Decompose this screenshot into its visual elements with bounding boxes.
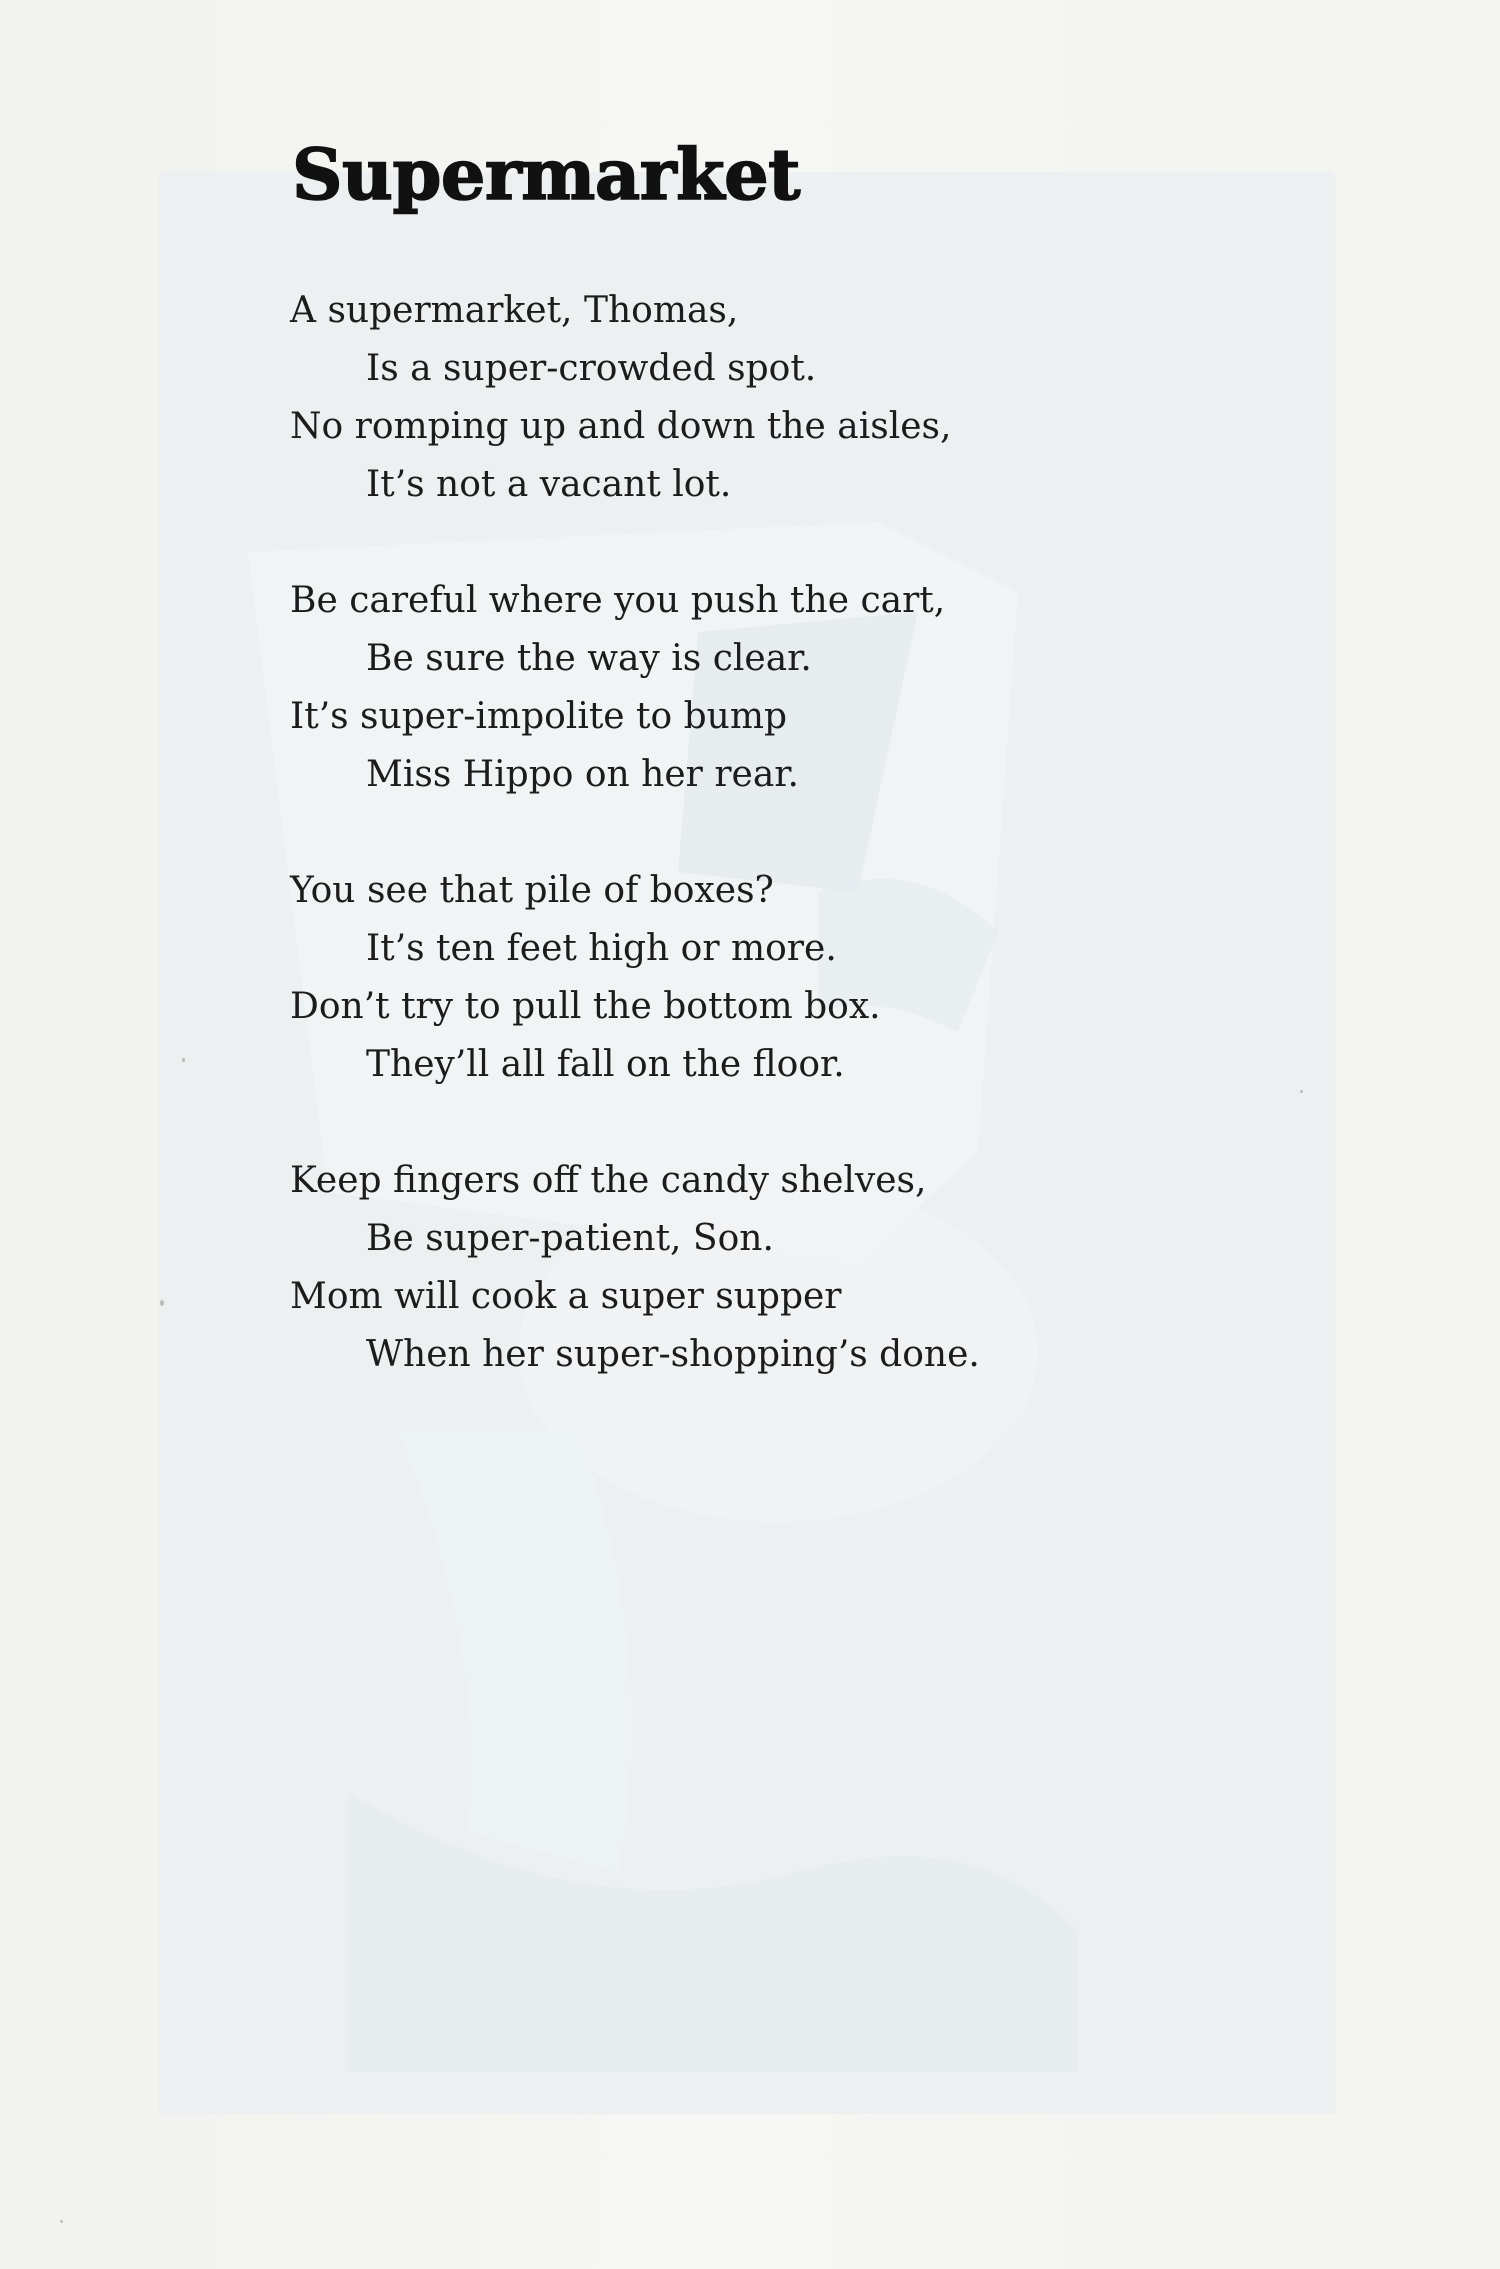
paper-speck xyxy=(182,1058,185,1062)
poem-line: They’ll all fall on the floor. xyxy=(366,1044,845,1085)
poem-line: Keep fingers off the candy shelves, xyxy=(290,1160,927,1201)
poem-line: Be careful where you push the cart, xyxy=(290,580,946,621)
poem-line: When her super-shopping’s done. xyxy=(366,1334,980,1375)
poem-body xyxy=(290,282,1190,1442)
poem-line: It’s super-impolite to bump xyxy=(290,696,788,737)
poem-line: Is a super-crowded spot. xyxy=(366,348,817,389)
poem-line: Miss Hippo on her rear. xyxy=(366,754,800,795)
poem-title: Supermarket xyxy=(292,133,800,216)
poem-line: No romping up and down the aisles, xyxy=(290,406,952,447)
poem-line: Don’t try to pull the bottom box. xyxy=(290,986,881,1027)
stanza-1 xyxy=(290,282,1190,514)
poem-line: Mom will cook a super supper xyxy=(290,1276,842,1317)
paper-speck xyxy=(60,2220,63,2223)
poem-line: It’s not a vacant lot. xyxy=(366,464,732,505)
stanza-3 xyxy=(290,862,1190,1094)
paper-speck xyxy=(160,1300,164,1306)
poem-line: A supermarket, Thomas, xyxy=(290,290,739,331)
stanza-2 xyxy=(290,572,1190,804)
poem-line: It’s ten feet high or more. xyxy=(366,928,837,969)
stanza-4 xyxy=(290,1152,1190,1384)
paper-speck xyxy=(1300,1090,1303,1093)
poem-line: Be sure the way is clear. xyxy=(366,638,812,679)
poem-line: Be super-patient, Son. xyxy=(366,1218,774,1259)
poem-line: You see that pile of boxes? xyxy=(290,870,774,911)
